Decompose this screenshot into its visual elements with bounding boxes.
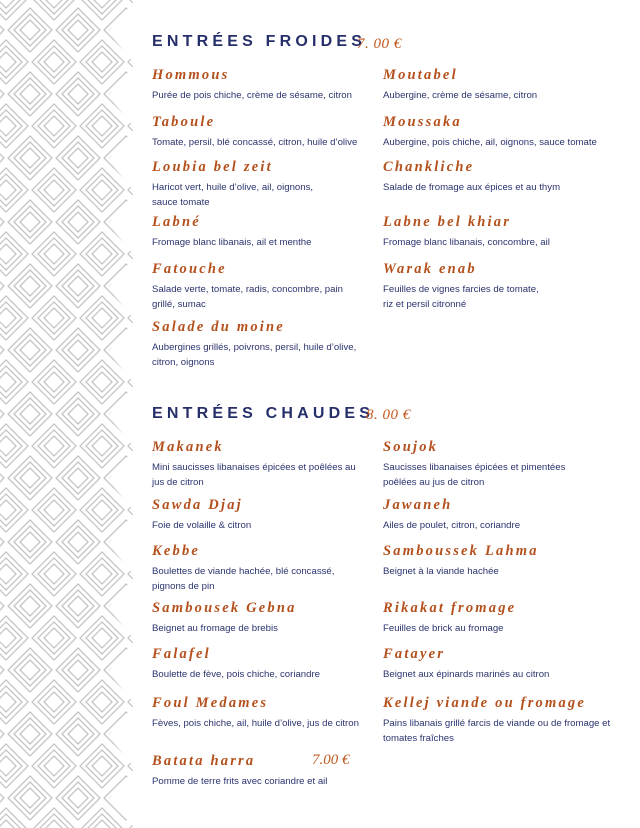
menu-item-description: [152, 340, 392, 370]
description-line: Pains libanais grillé farcis de viande ou de fromage et: [383, 718, 611, 729]
menu-item-name: Kellej viande ou fromage: [383, 695, 587, 711]
menu-item: [152, 113, 392, 150]
description-line: Aubergines grillés, poivrons, persil, huile d’olive,: [152, 342, 357, 353]
menu-item-description: [383, 282, 623, 312]
menu-item-name: Salade du moine: [152, 319, 285, 335]
menu-item-description: [152, 667, 392, 682]
menu-item: [152, 260, 392, 312]
menu-item-description: [383, 667, 623, 682]
description-line: Aubergine, pois chiche, ail, oignons, sauce tomate: [383, 137, 597, 148]
menu-item-name: Loubia bel zeit: [152, 159, 273, 175]
menu-item-name: Jawaneh: [383, 497, 453, 513]
menu-item-description: [383, 460, 623, 490]
menu-item-name: Warak enab: [383, 261, 477, 277]
description-line: Feuilles de vignes farcies de tomate,: [383, 284, 539, 295]
menu-item-name: Labné: [152, 214, 201, 230]
menu-item-description: [383, 564, 623, 579]
section-title: ENTRÉES CHAUDES: [152, 405, 375, 422]
menu-item: [152, 66, 392, 103]
description-line: Foie de volaille & citron: [152, 520, 252, 531]
menu-item-description: [383, 621, 623, 636]
description-line: Saucisses libanaises épicées et pimentées: [383, 462, 566, 473]
description-line: grillé, sumac: [152, 299, 206, 310]
menu-item-description: [152, 564, 392, 594]
description-line: tomates fraîches: [383, 733, 454, 744]
menu-item-description: [152, 235, 392, 250]
menu-item: [152, 158, 392, 210]
menu-item: [152, 213, 392, 250]
description-line: Boulette de fève, pois chiche, coriandre: [152, 669, 320, 680]
menu-item-name: Fatayer: [383, 646, 446, 662]
menu-item: [152, 694, 392, 731]
menu-item-name: Hommous: [152, 67, 230, 83]
menu-item: [383, 694, 623, 746]
menu-item-description: [383, 88, 623, 103]
menu-item-name: Samboussek Lahma: [383, 543, 539, 559]
decorative-diamond-pattern: [0, 0, 140, 828]
description-line: Purée de pois chiche, crème de sésame, citron: [152, 90, 352, 101]
menu-item-price: 7.00 €: [312, 752, 350, 768]
description-line: Pomme de terre frits avec coriandre et ail: [152, 776, 328, 787]
menu-item: [383, 213, 623, 250]
menu-item-name: Moussaka: [383, 114, 462, 130]
description-line: Salade de fromage aux épices et au thym: [383, 182, 561, 193]
description-line: Beignet à la viande hachée: [383, 566, 499, 577]
description-line: poêlées au jus de citron: [383, 477, 485, 488]
menu-item-description: [152, 180, 392, 210]
menu-item-name: Fatouche: [152, 261, 227, 277]
menu-item: [152, 645, 392, 682]
menu-item-name: Rikakat fromage: [383, 600, 517, 616]
menu-item-description: [152, 135, 392, 150]
menu-item-description: [152, 716, 392, 731]
menu-item-name: Labne bel khiar: [383, 214, 512, 230]
menu-item-name: Batata harra: [152, 753, 256, 769]
description-line: Haricot vert, huile d’olive, ail, oignons,: [152, 182, 314, 193]
menu-item-name: Sawda Djaj: [152, 497, 243, 513]
menu-item: [152, 542, 392, 594]
description-line: Aubergine, crème de sésame, citron: [383, 90, 538, 101]
menu-item: [383, 66, 623, 103]
menu-item-name: Taboule: [152, 114, 216, 130]
description-line: riz et persil citronné: [383, 299, 467, 310]
description-line: jus de citron: [152, 477, 204, 488]
menu-item: [383, 438, 623, 490]
menu-item-description: [383, 180, 623, 195]
menu-item: [383, 599, 623, 636]
menu-item-name: Falafel: [152, 646, 211, 662]
description-line: Boulettes de viande hachée, blé concassé,: [152, 566, 335, 577]
menu-item-description: [383, 716, 623, 746]
menu-item: [383, 158, 623, 195]
menu-item-name: Sambousek Gebna: [152, 600, 297, 616]
menu-item-name: Kebbe: [152, 543, 201, 559]
section-price: 8. 00 €: [366, 407, 411, 423]
menu-item: [383, 260, 623, 312]
description-line: Fèves, pois chiche, ail, huile d’olive, jus de citron: [152, 718, 359, 729]
description-line: Beignet aux épinards marinés au citron: [383, 669, 550, 680]
menu-item-name: Soujok: [383, 439, 439, 455]
menu-item-description: [152, 621, 392, 636]
menu-item-name: Foul Medames: [152, 695, 269, 711]
menu-item-name: Chankliche: [383, 159, 475, 175]
menu-item-description: [152, 774, 392, 789]
description-line: pignons de pin: [152, 581, 215, 592]
description-line: Ailes de poulet, citron, coriandre: [383, 520, 521, 531]
menu-item: [383, 645, 623, 682]
description-line: sauce tomate: [152, 197, 210, 208]
menu-item-name: Moutabel: [383, 67, 458, 83]
menu-item-description: [152, 88, 392, 103]
menu-item: [383, 113, 623, 150]
description-line: Feuilles de brick au fromage: [383, 623, 504, 634]
menu-item: [152, 438, 392, 490]
description-line: Beignet au fromage de brebis: [152, 623, 278, 634]
menu-item-description: [383, 135, 623, 150]
section-price: 7. 00 €: [357, 36, 402, 52]
menu-item: [152, 318, 392, 370]
menu-item-description: [152, 460, 392, 490]
description-line: Salade verte, tomate, radis, concombre, pain: [152, 284, 343, 295]
description-line: Fromage blanc libanais, concombre, ail: [383, 237, 550, 248]
menu-item-description: [152, 518, 392, 533]
menu-item-description: [152, 282, 392, 312]
description-line: Fromage blanc libanais, ail et menthe: [152, 237, 312, 248]
menu-item-description: [383, 518, 623, 533]
menu-item: [152, 496, 392, 533]
menu-item: [383, 496, 623, 533]
description-line: Mini saucisses libanaises épicées et poêlées au: [152, 462, 356, 473]
section-title: ENTRÉES FROIDES: [152, 33, 367, 50]
menu-item: [152, 599, 392, 636]
menu-item: [383, 542, 623, 579]
menu-item: [152, 752, 392, 789]
menu-item-name: Makanek: [152, 439, 224, 455]
menu-item-description: [383, 235, 623, 250]
description-line: citron, oignons: [152, 357, 215, 368]
description-line: Tomate, persil, blé concassé, citron, huile d’olive: [152, 137, 358, 148]
